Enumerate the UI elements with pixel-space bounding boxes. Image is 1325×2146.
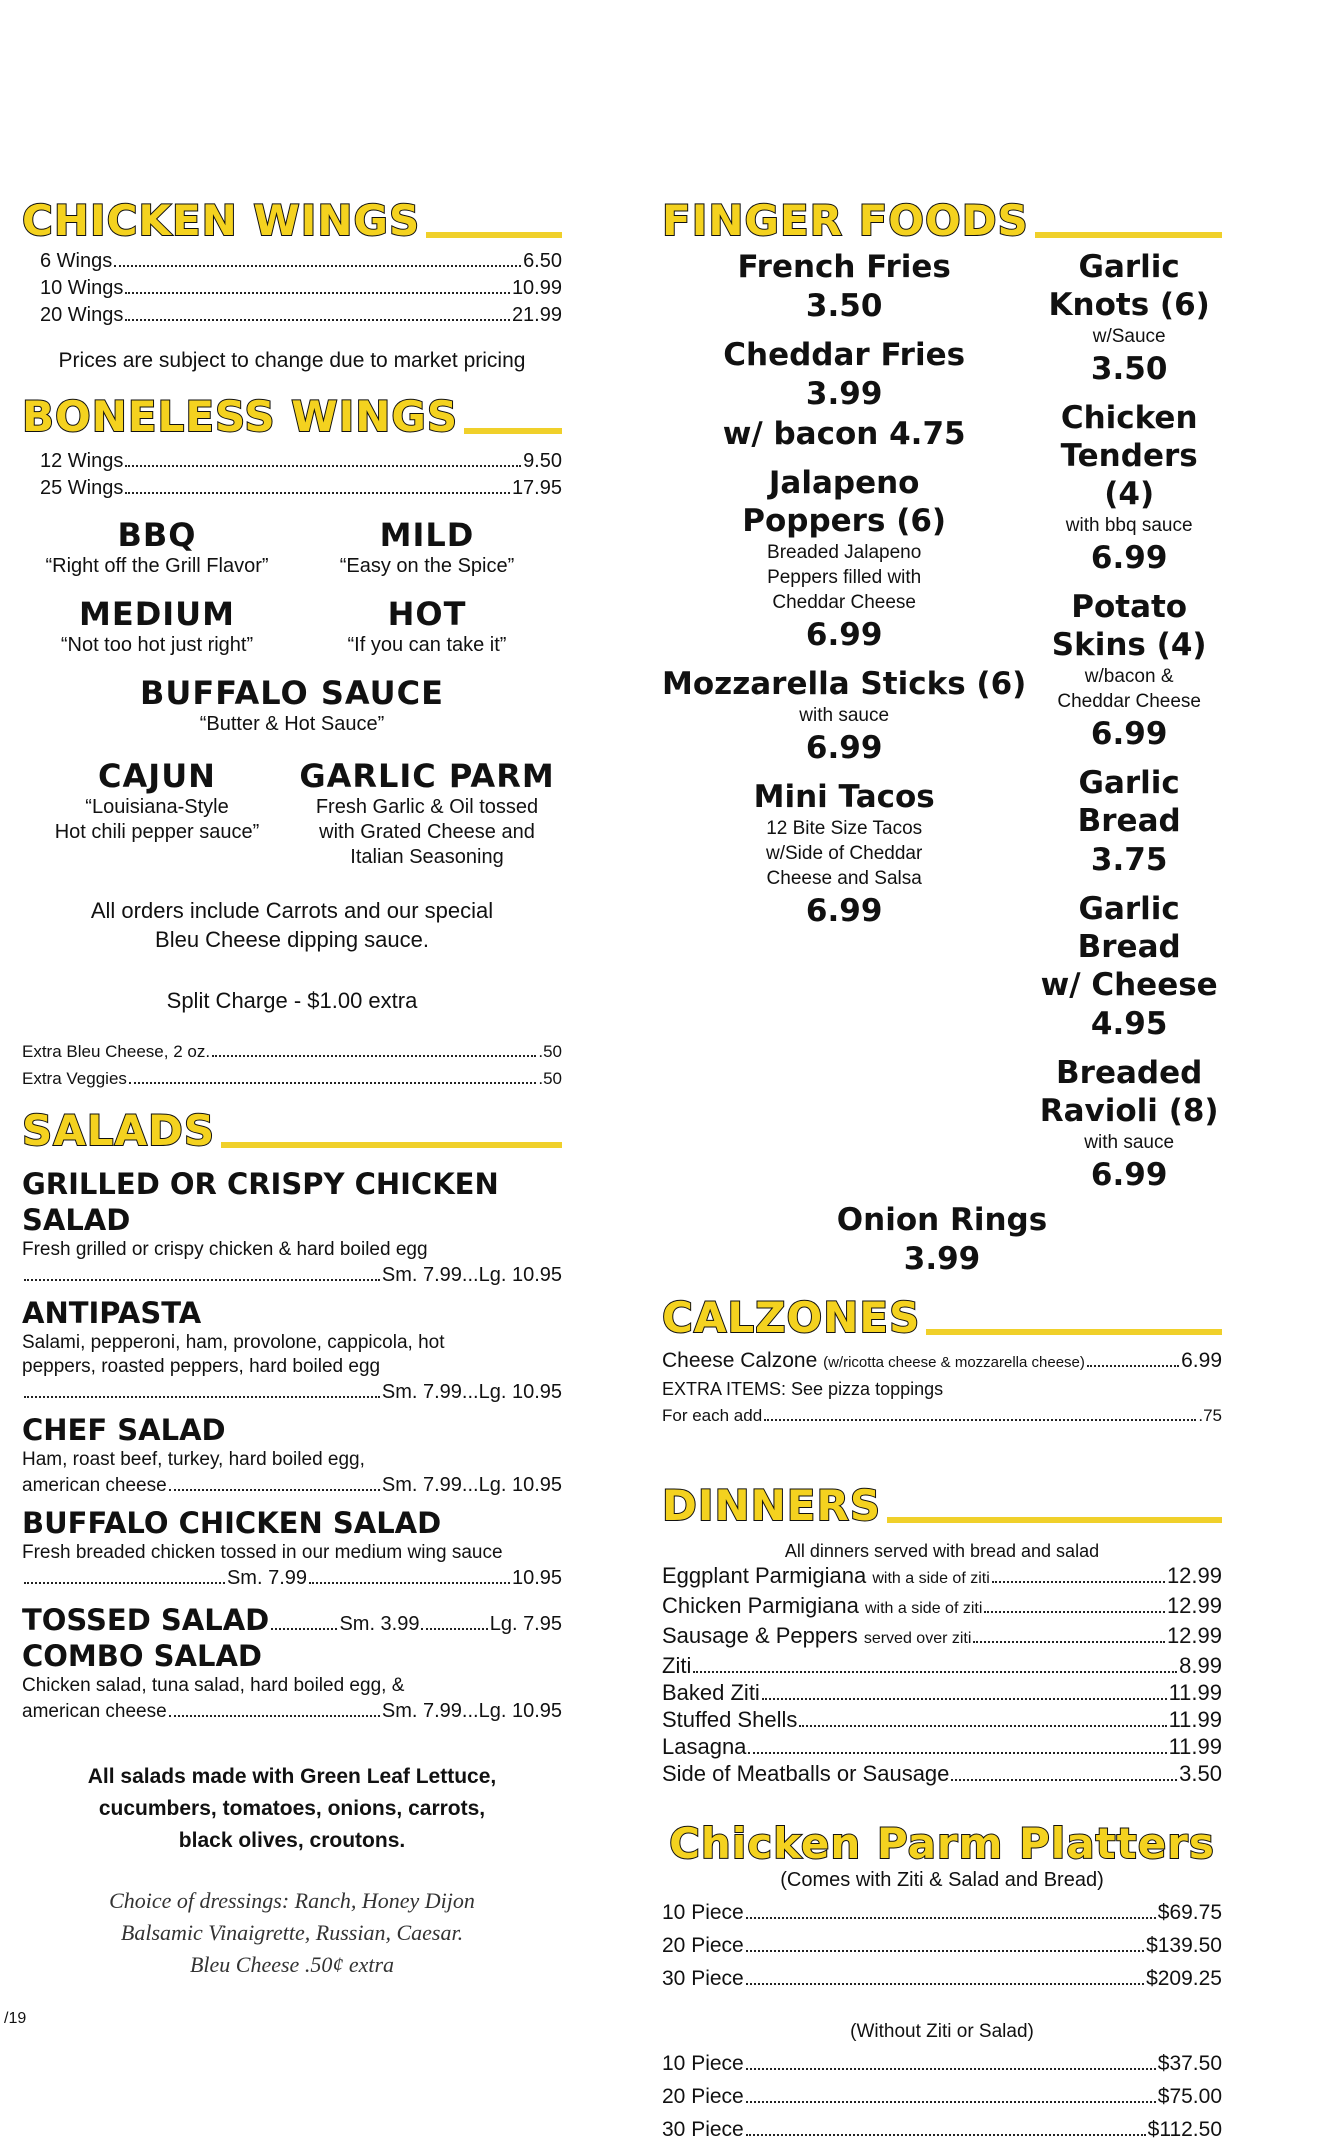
salad-tossed: TOSSED SALAD Sm. 3.99 Lg. 7.95 (22, 1603, 562, 1637)
header-rule (887, 1517, 1222, 1523)
list-item: 25 Wings 17.95 (40, 477, 562, 499)
page-mark: /19 (4, 2010, 27, 2027)
calzones-list (662, 1347, 1222, 1429)
list-item: Chicken Parmigiana with a side of ziti 12.99 (662, 1593, 1222, 1618)
list-item: Side of Meatballs or Sausage 3.50 (662, 1761, 1222, 1786)
chicken-wings-title: CHICKEN WINGS (22, 196, 421, 245)
list-item: 20 Piece $75.00 (662, 2085, 1222, 2108)
orders-note: All orders include Carrots and our special Bleu Cheese dipping sauce. (90, 898, 494, 952)
flavor-cajun: CAJUN “Louisiana-Style Hot chili pepper sauce” (54, 757, 260, 843)
right-column (662, 196, 1222, 2146)
chicken-wings-header (22, 196, 562, 245)
list-item: 20 Piece $139.50 (662, 1934, 1222, 1957)
list-item: Extra Bleu Cheese, 2 oz. .50 (22, 1042, 562, 1061)
finger-col-left (662, 248, 1026, 1205)
list-item: Lasagna 11.99 (662, 1734, 1222, 1759)
item-french-fries: French Fries 3.50 (737, 249, 951, 324)
platters-header (662, 1819, 1222, 1868)
item-garlic-bread: Garlic Bread 3.75 (1077, 765, 1181, 878)
list-item: 30 Piece $112.50 (662, 2118, 1222, 2141)
list-item: 10 Piece $69.75 (662, 1901, 1222, 1924)
item-onion-rings: Onion Rings 3.99 (836, 1202, 1048, 1277)
dressings-note: Choice of dressings: Ranch, Honey Dijon Balsamic Vinaigrette, Russian, Caesar. Bleu Cheese .50¢ extra (109, 1888, 475, 1977)
salad-chef: CHEF SALAD Ham, roast beef, turkey, hard boiled egg, american cheese Sm. 7.99...Lg. 10.95 (22, 1413, 562, 1496)
header-rule (464, 428, 562, 434)
platters-without-list (662, 2047, 1222, 2146)
finger-col-right (1036, 248, 1222, 1205)
salad-combo: COMBO SALAD Chicken salad, tuna salad, hard boiled egg, & american cheese Sm. 7.99...Lg. 10.95 (22, 1639, 562, 1722)
salads-note: All salads made with Green Leaf Lettuce, cucumbers, tomatoes, onions, carrots, black olives, croutons. (87, 1765, 497, 1852)
item-cheddar-fries: Cheddar Fries 3.99 w/ bacon 4.75 (722, 337, 966, 452)
flavor-grid (22, 516, 562, 658)
list-item: Eggplant Parmigiana with a side of ziti 12.99 (662, 1563, 1222, 1588)
list-item: For each add .75 (662, 1406, 1222, 1425)
market-pricing-note: Prices are subject to change due to market pricing (58, 349, 526, 372)
calzones-title: CALZONES (662, 1293, 921, 1342)
salad-grilled: GRILLED OR CRISPY CHICKEN SALAD Fresh grilled or crispy chicken & hard boiled egg Sm. 7.99...Lg. 10.95 (22, 1167, 562, 1286)
flavor-medium: MEDIUM “Not too hot just right” (60, 595, 254, 656)
left-column (22, 196, 563, 1981)
list-item: Ziti 8.99 (662, 1653, 1222, 1678)
list-item: Cheese Calzone (w/ricotta cheese & mozzarella cheese) 6.99 (662, 1349, 1222, 1372)
flavor-mild: MILD “Easy on the Spice” (339, 516, 515, 577)
list-item: 10 Wings 10.99 (40, 277, 562, 299)
finger-foods-title: FINGER FOODS (662, 196, 1029, 245)
dinners-title: DINNERS (662, 1481, 882, 1530)
item-jalapeno-poppers: Jalapeno Poppers (6) Breaded Jalapeno Peppers filled with Cheddar Cheese 6.99 (742, 465, 947, 653)
header-rule (926, 1329, 1222, 1335)
header-rule (221, 1142, 562, 1148)
list-item: Sausage & Peppers served over ziti 12.99 (662, 1623, 1222, 1648)
split-charge: Split Charge - $1.00 extra (166, 988, 418, 1013)
salads-title: SALADS (22, 1106, 216, 1155)
item-breaded-ravioli: Breaded Ravioli (8) with sauce 6.99 (1039, 1055, 1219, 1193)
boneless-wings-header (22, 392, 562, 441)
extras-list (22, 1038, 562, 1092)
dinners-header (662, 1481, 1222, 1530)
item-garlic-bread-cheese: Garlic Bread w/ Cheese 4.95 (1040, 891, 1218, 1042)
item-mozzarella-sticks: Mozzarella Sticks (6) with sauce 6.99 (662, 666, 1027, 766)
list-item: 10 Piece $37.50 (662, 2052, 1222, 2075)
calzone-extra-note: EXTRA ITEMS: See pizza toppings (662, 1379, 944, 1399)
flavor-hot: HOT “If you can take it” (347, 595, 507, 656)
item-potato-skins: Potato Skins (4) w/bacon & Cheddar Cheese 6.99 (1051, 589, 1207, 752)
salad-buffalo: BUFFALO CHICKEN SALAD Fresh breaded chicken tossed in our medium wing sauce Sm. 7.99 10.95 (22, 1506, 563, 1589)
calzones-header (662, 1293, 1222, 1342)
item-garlic-knots: Garlic Knots (6) w/Sauce 3.50 (1048, 249, 1210, 387)
boneless-wings-list (40, 448, 562, 502)
dinners-list (662, 1562, 1222, 1787)
platters-without-note: (Without Ziti or Salad) (850, 2021, 1034, 2042)
platters-sub: (Comes with Ziti & Salad and Bread) (780, 1869, 1104, 1891)
list-item: 20 Wings 21.99 (40, 304, 562, 326)
platters-with-list (662, 1896, 1222, 1995)
list-item: Stuffed Shells 11.99 (662, 1707, 1222, 1732)
finger-foods-header (662, 196, 1222, 245)
list-item: 30 Piece $209.25 (662, 1967, 1222, 1990)
item-chicken-tenders: Chicken Tenders (4) with bbq sauce 6.99 (1060, 400, 1198, 576)
item-mini-tacos: Mini Tacos 12 Bite Size Tacos w/Side of Cheddar Cheese and Salsa 6.99 (753, 779, 935, 929)
list-item: 12 Wings 9.50 (40, 450, 562, 472)
salad-antipasta: ANTIPASTA Salami, pepperoni, ham, provolone, cappicola, hot peppers, roasted peppers, hard boiled egg Sm. 7.99...Lg. 10.95 (22, 1296, 562, 1403)
platters-title: Chicken Parm Platters (669, 1819, 1215, 1868)
header-rule (426, 232, 562, 238)
boneless-wings-title: BONELESS WINGS (22, 392, 459, 441)
salads-header (22, 1106, 562, 1155)
list-item: Extra Veggies .50 (22, 1069, 562, 1088)
dinners-note: All dinners served with bread and salad (784, 1541, 1100, 1561)
flavor-buffalo: BUFFALO SAUCE “Butter & Hot Sauce” (140, 674, 444, 735)
header-rule (1035, 232, 1222, 238)
chicken-wings-list (40, 248, 562, 329)
flavor-garlic-parm: GARLIC PARM Fresh Garlic & Oil tossed with Grated Cheese and Italian Seasoning (299, 757, 555, 868)
list-item: Baked Ziti 11.99 (662, 1680, 1222, 1705)
list-item: 6 Wings 6.50 (40, 250, 562, 272)
flavor-grid-2 (22, 757, 562, 870)
finger-foods-grid (662, 248, 1222, 1205)
flavor-bbq: BBQ “Right off the Grill Flavor” (45, 516, 269, 577)
